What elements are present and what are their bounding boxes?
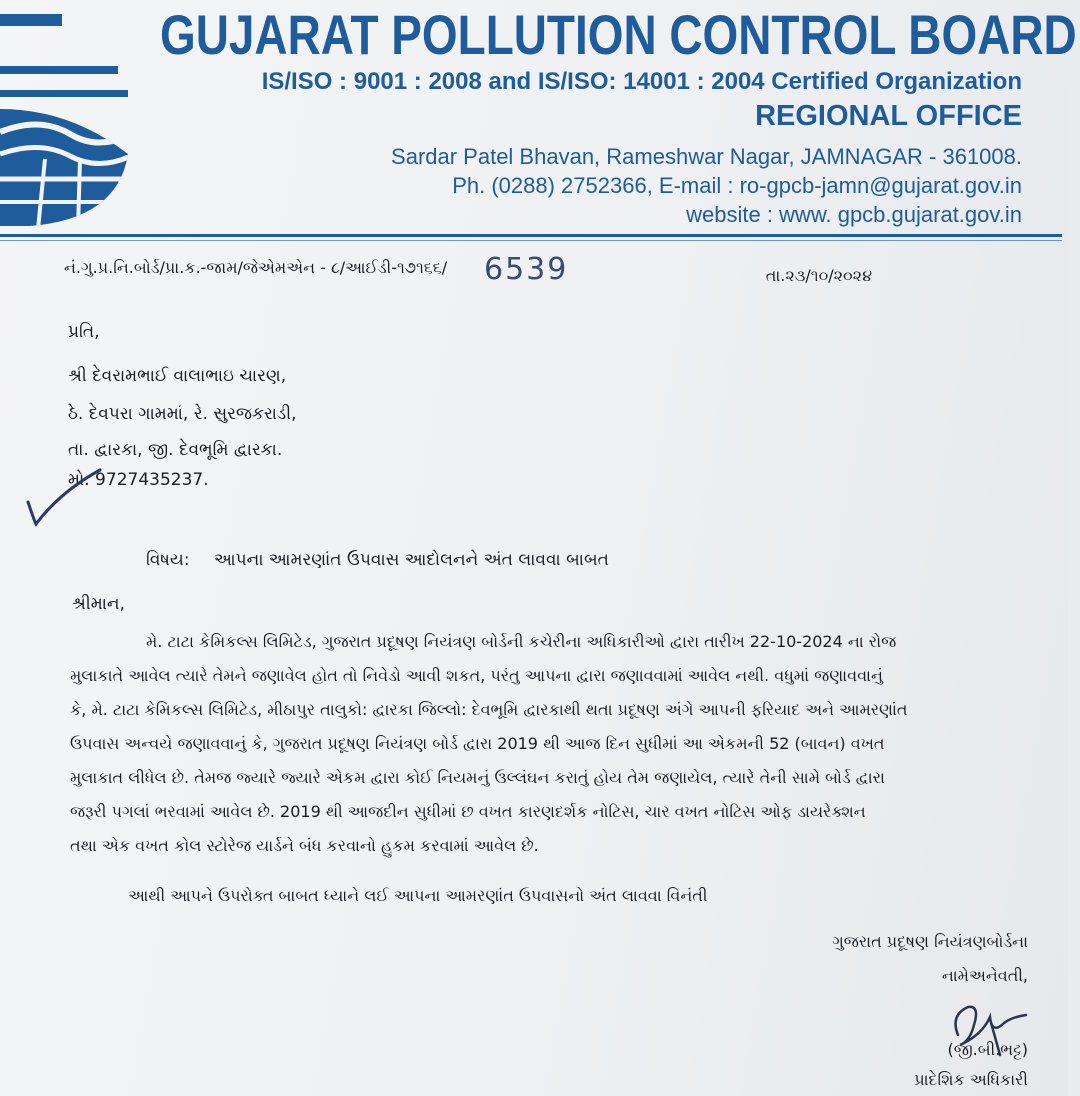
header-divider bbox=[0, 234, 1062, 237]
para1-line-6: જરૂરી પગલાં ભરવામાં આવેલ છે. 2019 થી આજદીન સુધીમાં છ વખત કારણદર્શક નોટિસ, ચાર વખત નોટિસ ઓફ ડાયરેક્શન bbox=[70, 802, 866, 821]
header-divider-thin bbox=[0, 240, 1062, 241]
checkmark-icon bbox=[20, 462, 110, 532]
recipient-address-1: ઠે. દેવપરા ગામમાં, રે. સુરજકરાડી, bbox=[68, 404, 297, 424]
para1-line-1: મે. ટાટા કેમિકલ્સ લિમિટેડ, ગુજરાત પ્રદૂષણ નિયંત્રણ બોર્ડની કચેરીના અધિકારીઓ દ્વારા તારીખ 22-10-2024 ના રોજ bbox=[146, 632, 897, 651]
office-address: Sardar Patel Bhavan, Rameshwar Nagar, JAMNAGAR - 361008. bbox=[391, 144, 1022, 169]
para1-line-7: તથા એક વખત કોલ સ્ટોરેજ યાર્ડને બંધ કરવાનો હુકમ કરવામાં આવેલ છે. bbox=[70, 836, 539, 855]
para2-text: આથી આપને ઉપરોક્ત બાબત ધ્યાને લઈ આપના આમરણાંત ઉપવાસનો અંત લાવવા વિનંતી bbox=[128, 886, 708, 905]
reference-number: 6539 bbox=[484, 252, 569, 287]
sign-line-2: નામેઅનેવતી, bbox=[941, 966, 1028, 985]
recipient-phone: મો. 9727435237. bbox=[68, 470, 209, 490]
org-name: GUJARAT POLLUTION CONTROL BOARD bbox=[160, 3, 1077, 66]
para1-line-2: મુલાકાતે આવેલ ત્યારે તેમને જણાવેલ હોત તો નિવેડો આવી શકત, પરંતુ આપના દ્વારા જણાવવામાં આવેલ નથી. વધુમાં જણાવવાનું bbox=[70, 666, 883, 685]
letter-date: તા.૨૩/૧૦/૨૦૨૪ bbox=[765, 266, 872, 285]
gpcb-logo-icon bbox=[0, 4, 135, 229]
office-name: REGIONAL OFFICE bbox=[755, 100, 1022, 132]
office-website: website : www. gpcb.gujarat.gov.in bbox=[686, 202, 1022, 227]
recipient-address-2: તા. દ્વારકા, જી. દેવભૂમિ દ્વારકા. bbox=[68, 440, 283, 460]
salutation: શ્રીમાન, bbox=[72, 594, 125, 614]
reference-line: નં.ગુ.પ્ર.નિ.બોર્ડ/પ્રા.ક.-જામ/જેએમએન - ૮/આઈડી-૧૭૧૬૬/ bbox=[64, 258, 448, 277]
subject-label: વિષય: bbox=[146, 550, 190, 570]
to-label: પ્રતિ, bbox=[68, 322, 100, 342]
signatory-title: પ્રાદેશિક અધિકારી bbox=[914, 1070, 1028, 1089]
recipient-name: શ્રી દેવરામભાઈ વાલાભાઇ ચારણ, bbox=[68, 366, 287, 386]
certification-line: IS/ISO : 9001 : 2008 and IS/ISO: 14001 : 2004 Certified Organization bbox=[261, 68, 1022, 95]
subject-text: આપના આમરણાંત ઉપવાસ આદોલનને અંત લાવવા બાબત bbox=[214, 550, 609, 570]
para1-line-4: ઉપવાસ અન્વયે જણાવવાનું કે, ગુજરાત પ્રદૂષણ નિયંત્રણ બોર્ડ દ્વારા 2019 થી આજ દિન સુધીમાં આ એકમની 52 (બાવન) વખત bbox=[70, 734, 885, 753]
para1-line-5: મુલાકાત લીધેલ છે. તેમજ જ્યારે જ્યારે એકમ દ્વારા કોઈ નિયમનું ઉલ્લંઘન કરાતું હોય તેમ જણાયેલ, ત્યારે તેની સામે બોર્ડ દ્વારા bbox=[70, 768, 885, 787]
office-phone-email: Ph. (0288) 2752366, E-mail : ro-gpcb-jamn@gujarat.gov.in bbox=[452, 173, 1022, 198]
para1-line-3: કે, મે. ટાટા કેમિકલ્સ લિમિટેડ, મીઠાપુર તાલુકો: દ્વારકા જિલ્લો: દેવભૂમિ દ્વારકાથી થતા પ્રદૂષણ અંગે આપની ફરિયાદ અને આમરણાંત bbox=[70, 700, 908, 719]
sign-line-1: ગુજરાત પ્રદૂષણ નિયંત્રણબોર્ડના bbox=[832, 932, 1028, 951]
signatory-name: (જી.બી.ભટ્ટ) bbox=[947, 1040, 1028, 1059]
